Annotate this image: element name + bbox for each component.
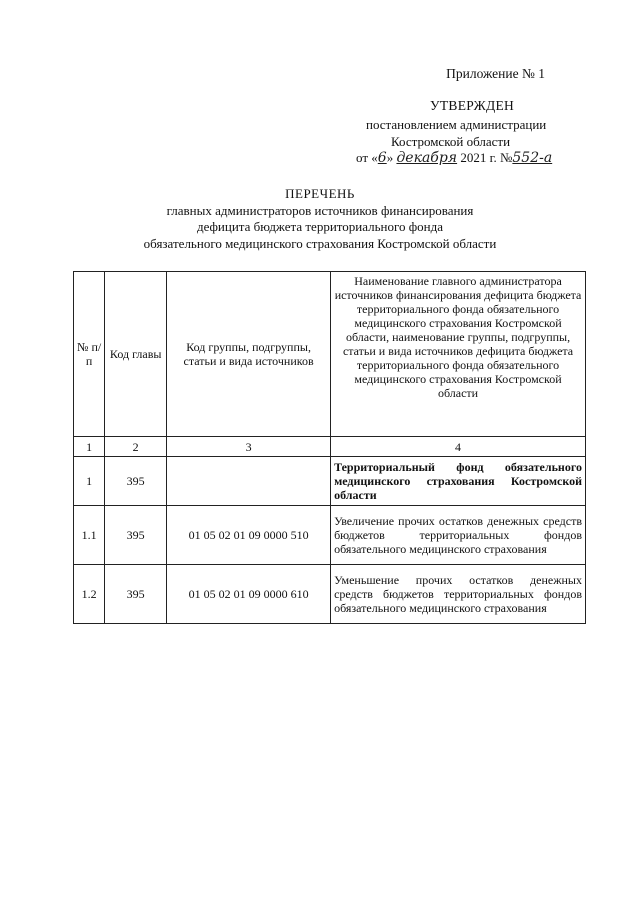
row-name: Территориальный фонд обязательного медицинского страхования Костромской области xyxy=(331,457,586,506)
title-line-3: дефицита бюджета территориального фонда xyxy=(196,219,444,234)
header-cell-head-code: Код главы xyxy=(105,272,167,437)
column-numbers-row xyxy=(74,437,586,457)
title-line-2: главных администраторов источников финансирования xyxy=(166,202,474,218)
date-year: 2021 г. № xyxy=(460,150,513,165)
decree-line-2: Костромской области xyxy=(391,134,511,149)
header-cell-name: Наименование главного администратора источников финансирования дефицита бюджета территориального фонда обязательного медицинского страхования Костромской области, наименование группы, подгруппы, статьи и вида источников дефицита бюджета территориального фонда обязательного медицинского страхования Костромской области xyxy=(331,272,586,437)
row-source-code xyxy=(167,457,331,506)
decree-number-handwritten: 552-а xyxy=(512,150,553,166)
date-month-handwritten: декабря xyxy=(396,150,458,166)
row-head-code: 395 xyxy=(105,506,167,565)
row-number: 1.1 xyxy=(74,506,105,565)
table-row xyxy=(74,565,586,624)
row-source-code: 01 05 02 01 09 0000 610 xyxy=(167,565,331,624)
row-name: Увеличение прочих остатков денежных средств бюджетов территориальных фондов обязательного медицинского страхования xyxy=(331,506,586,565)
column-number: 4 xyxy=(331,437,586,457)
column-number: 1 xyxy=(74,437,105,457)
column-number: 2 xyxy=(105,437,167,457)
row-number: 1.2 xyxy=(74,565,105,624)
table-row xyxy=(74,506,586,565)
decree-date-line xyxy=(356,150,552,166)
title-line-4: обязательного медицинского страхования Костромской области xyxy=(143,235,497,251)
appendix-label: Приложение № 1 xyxy=(446,66,545,81)
approved-label: УТВЕРЖДЕН xyxy=(430,98,515,113)
row-head-code: 395 xyxy=(105,565,167,624)
table-header-row xyxy=(74,272,586,437)
row-source-code: 01 05 02 01 09 0000 510 xyxy=(167,506,331,565)
table-row xyxy=(74,457,586,506)
decree-line-1: постановлением администрации xyxy=(366,117,547,132)
row-head-code: 395 xyxy=(105,457,167,506)
administrators-table xyxy=(73,271,586,624)
header-cell-source-code: Код группы, подгруппы, статьи и вида источников xyxy=(167,272,331,437)
date-day-handwritten: 6 xyxy=(377,150,387,166)
title-line-1: ПЕРЕЧЕНЬ xyxy=(285,186,355,201)
column-number: 3 xyxy=(167,437,331,457)
header-cell-number: № п/п xyxy=(74,272,105,437)
row-number: 1 xyxy=(74,457,105,506)
row-name: Уменьшение прочих остатков денежных средств бюджетов территориальных фондов обязательного медицинского страхования xyxy=(331,565,586,624)
document-title xyxy=(0,186,640,252)
date-prefix: от « xyxy=(356,150,378,165)
date-mid: » xyxy=(386,150,394,165)
